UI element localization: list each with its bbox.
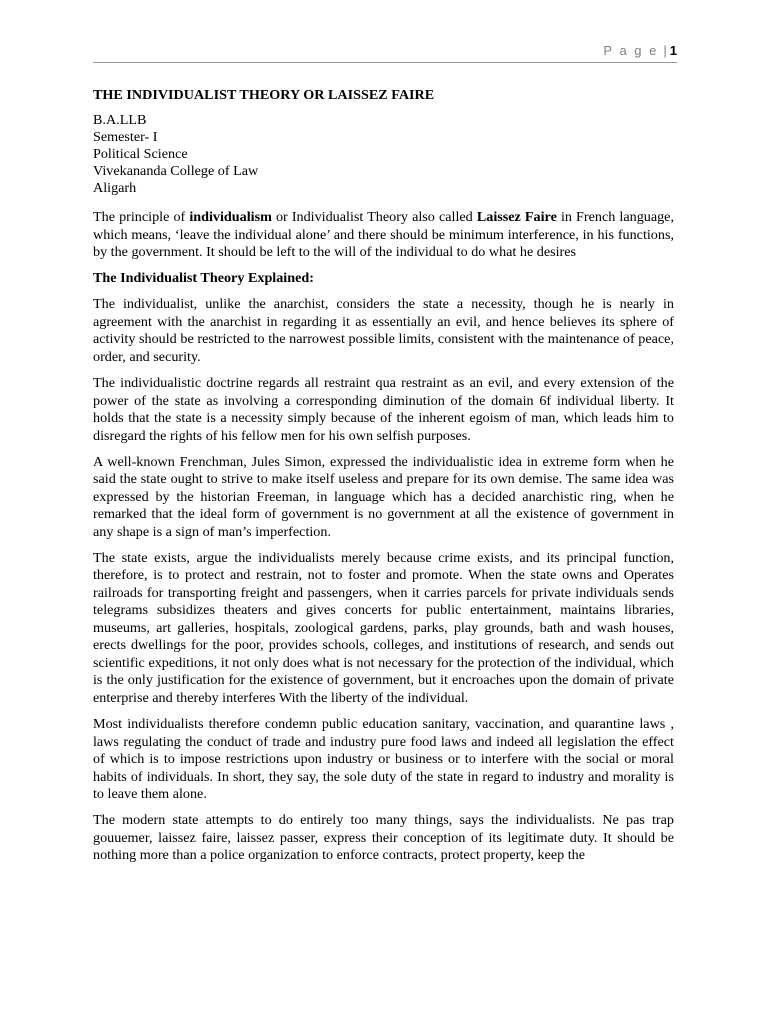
page-header	[93, 43, 677, 63]
document-body	[93, 86, 674, 874]
page-separator: |	[663, 43, 667, 58]
body-paragraph: The individualistic doctrine regards all restraint qua restraint as an evil, and every extension of the power of the state as involving a corresponding diminution of the domain 6f individual liberty. It holds that the state is a necessity simply because of the inherent egoism of man, which leads him to disregard the rights of his fellow men for his own selfish purposes.	[93, 375, 674, 444]
page-number: 1	[669, 43, 677, 58]
intro-text-2: or Individualist Theory also called	[271, 209, 477, 225]
intro-paragraph	[93, 209, 674, 262]
meta-line-semester: Semester- I	[93, 129, 158, 145]
body-paragraph: A well-known Frenchman, Jules Simon, expressed the individualistic idea in extreme form when he said the state ought to strive to make itself useless and prepare for its own demise. The same idea was expressed by the historian Freeman, in language which has a decided anarchistic ring, when he remarked that the ideal form of government is no government at all the existence of government in any shape is a sign of man’s imperfection.	[93, 453, 674, 540]
intro-text-3: in French language, which means, ‘leave the individual alone’ and there should be minimum interference, in his functions, by the government. It should be left to the will of the individual to do what he desires	[93, 209, 674, 260]
meta-line-course: B.A.LLB	[93, 112, 147, 128]
body-paragraph: The modern state attempts to do entirely too many things, says the individualists. Ne pas trap gouuemer, laissez faire, laissez passer, express their conception of its legitimate duty. It should be nothing more than a police organization to enforce contracts, protect property, keep the	[93, 812, 674, 864]
intro-bold-individualism: individualism	[189, 209, 272, 225]
meta-line-city: Aligarh	[93, 180, 137, 196]
page-label: P a g e	[603, 43, 659, 58]
body-paragraph: The state exists, argue the individualists merely because crime exists, and its principal function, therefore, is to protect and restrain, not to foster and promote. When the state owns and Operates railroads for transporting freight and passengers, when it carries parcels for private individuals sends telegrams subsidizes theaters and gives concerts for public entertainment, maintains libraries, museums, art galleries, hospitals, zoological gardens, parks, play grounds, bath and wash houses, erects dwellings for the poor, provides schools, colleges, and institutions of research, and sends out scientific expeditions, it not only does what is not necessary for the protection of the individual, which is the only justification for the existence of government, but it encroaches upon the domain of private enterprise and thereby interferes With the liberty of the individual.	[93, 549, 674, 706]
meta-line-subject: Political Science	[93, 146, 188, 162]
section-heading: The Individualist Theory Explained:	[93, 270, 314, 287]
intro-bold-laissez-faire: Laissez Faire	[476, 209, 557, 225]
document-title: THE INDIVIDUALIST THEORY OR LAISSEZ FAIRE	[93, 87, 435, 103]
body-paragraph: Most individualists therefore condemn public education sanitary, vaccination, and quarantine laws , laws regulating the conduct of trade and industry pure food laws and indeed all legislation the effect of which is to impose restrictions upon industry or business or to interfere with the social or moral habits of individuals. In short, they say, the sole duty of the state in regard to industry and morality is to leave them alone.	[93, 716, 674, 803]
meta-line-college: Vivekananda College of Law	[93, 163, 259, 179]
body-paragraph: The individualist, unlike the anarchist, considers the state a necessity, though he is nearly in agreement with the anarchist in regarding it as essentially an evil, and hence believes its sphere of activity should be restricted to the narrowest possible limits, consistent with the maintenance of peace, order, and security.	[93, 296, 674, 365]
intro-text-1: The principle of	[93, 209, 190, 225]
document-meta	[93, 112, 674, 197]
